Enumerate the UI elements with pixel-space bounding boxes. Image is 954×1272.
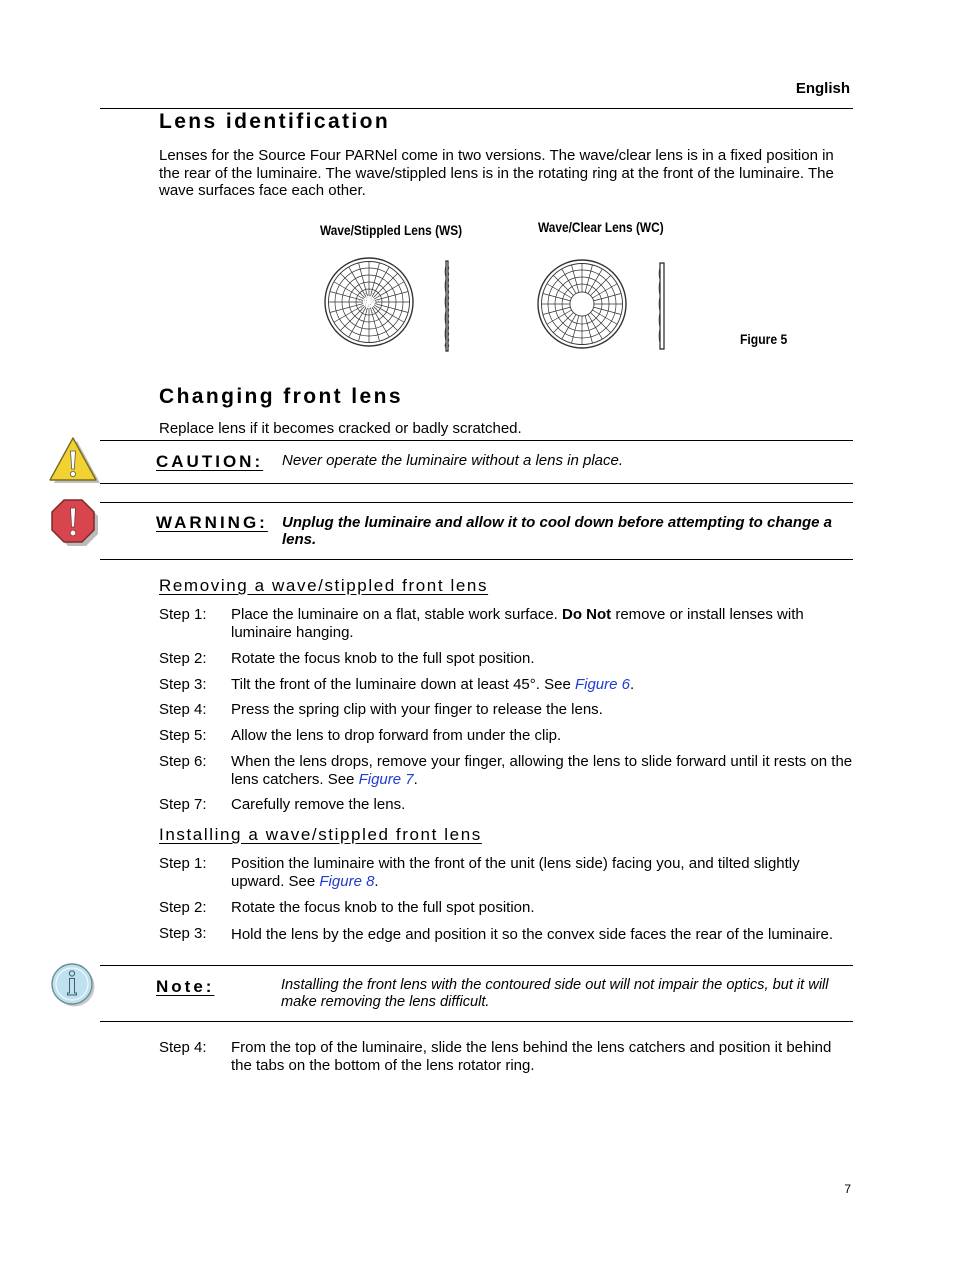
header-rule [100,108,853,109]
figure-8-link[interactable]: Figure 8 [319,872,375,890]
removing-step-2-text: Rotate the focus knob to the full spot position. [231,650,535,667]
info-icon [50,962,98,1010]
removing-step-6-text: When the lens drops, remove your finger, allowing the lens to slide forward until it rests on the lens catchers. See Figure 7. [231,753,853,788]
installing-step-2-number: Step 2: [159,899,207,916]
removing-step-7-text: Carefully remove the lens. [231,796,406,813]
ws-lens-side-diagram [442,260,452,352]
removing-step-7-number: Step 7: [159,796,207,813]
removing-step-2-number: Step 2: [159,650,207,667]
note-bottom-rule [100,1021,853,1022]
note-label: Note: [156,977,215,996]
section-title-lens-identification: Lens identification [159,110,391,133]
subsection-title-installing: Installing a wave/stippled front lens [159,825,482,844]
removing-step-3-number: Step 3: [159,676,207,693]
wc-lens-front-diagram [537,259,627,349]
wc-lens-caption: Wave/Clear Lens (WC) [538,220,664,235]
warning-octagon-icon [49,498,99,548]
warning-bottom-rule [100,559,853,560]
removing-step-4-text: Press the spring clip with your finger to release the lens. [231,701,603,718]
ws-lens-front-diagram [324,257,414,347]
warning-label: WARNING: [156,513,268,532]
note-text: Installing the front lens with the contoured side out will not impair the optics, but it will make removing the lens difficult. [281,977,829,1010]
do-not-emphasis: Do Not [562,606,612,623]
removing-step-6-number: Step 6: [159,753,207,770]
wc-lens-side-diagram [657,262,667,354]
figure-6-link[interactable]: Figure 6 [574,676,630,693]
removing-step-5-text: Allow the lens to drop forward from under the clip. [231,727,562,744]
caution-top-rule [100,440,853,441]
note-top-rule [100,965,853,966]
caution-bottom-rule [100,483,853,484]
ws-lens-caption: Wave/Stippled Lens (WS) [320,223,463,238]
installing-step-1-text: Position the luminaire with the front of the unit (lens side) facing you, and tilted slightly upward. See Figure 8. [231,855,800,890]
section-title-changing-front-lens: Changing front lens [159,385,403,408]
figure-5-label: Figure 5 [740,332,788,347]
removing-step-4-number: Step 4: [159,701,207,718]
installing-step-3-number: Step 3: [159,925,207,942]
installing-step-4-number: Step 4: [159,1039,207,1056]
subsection-title-removing: Removing a wave/stippled front lens [159,576,489,595]
installing-step-3-text: Hold the lens by the edge and position it so the convex side faces the rear of the luminaire. [231,926,834,943]
installing-step-2-text: Rotate the focus knob to the full spot position. [231,899,535,916]
removing-step-5-number: Step 5: [159,727,207,744]
changing-front-lens-intro: Replace lens if it becomes cracked or badly scratched. [159,420,522,437]
header-language: English [795,80,850,97]
caution-label: CAUTION: [156,452,264,471]
lens-identification-paragraph: Lenses for the Source Four PARNel come in two versions. The wave/clear lens is in a fixed position in the rear of the luminaire. The wave/stippled lens is in the rotating ring at the front of the luminaire. The wave surfaces face each other. [159,147,834,199]
installing-step-1-number: Step 1: [159,855,207,872]
warning-text: Unplug the luminaire and allow it to cool down before attempting to change a lens. [282,514,833,548]
warning-top-rule [100,502,853,503]
removing-step-1-number: Step 1: [159,606,207,623]
caution-triangle-icon [48,435,100,485]
page-number: 7 [844,1182,851,1196]
installing-step-4-text: From the top of the luminaire, slide the lens behind the lens catchers and position it behind the tabs on the bottom of the lens rotator ring. [231,1039,832,1074]
removing-step-1-text: Place the luminaire on a flat, stable work surface. Do Not remove or install lenses with luminaire hanging. [231,606,804,641]
caution-text: Never operate the luminaire without a lens in place. [282,452,624,469]
figure-7-link[interactable]: Figure 7 [358,770,414,788]
removing-step-3-text: Tilt the front of the luminaire down at least 45°. See Figure 6. [231,676,635,693]
